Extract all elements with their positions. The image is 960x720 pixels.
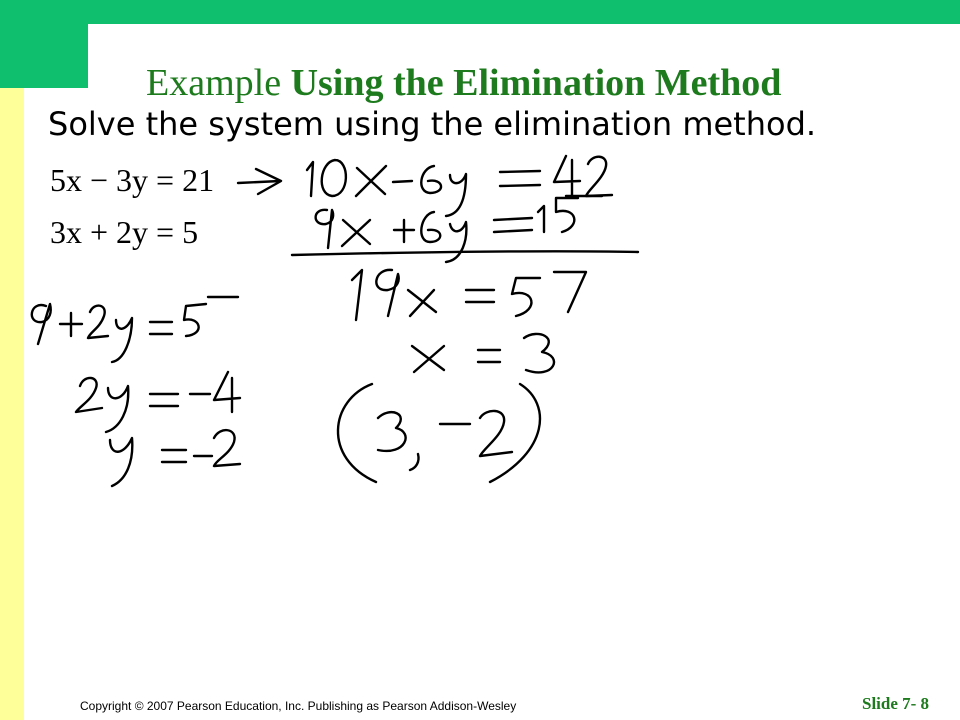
handwritten-line-9-2y-5: [32, 297, 238, 362]
handwritten-line-y-neg2: [110, 430, 240, 486]
handwritten-line-2y-neg4: [76, 372, 240, 432]
handwritten-arrow: [238, 169, 281, 194]
handwritten-sum-line: [292, 251, 638, 255]
slide-number: Slide 7- 8: [862, 694, 930, 713]
handwritten-line-10x-6y-42: [307, 156, 612, 216]
title-emphasis: Using the Elimination Method: [290, 62, 782, 104]
copyright-notice: Copyright © 2007 Pearson Education, Inc. Publishing as Pearson Addison-Wesley: [80, 699, 517, 713]
title-prefix: Example: [146, 62, 282, 104]
handwritten-answer-point: [338, 384, 540, 482]
problem-prompt: Solve the system using the elimination method.: [48, 105, 817, 143]
handwritten-line-19x-57: [352, 270, 586, 320]
equation-1: 5x − 3y = 21: [50, 162, 215, 198]
equation-2: 3x + 2y = 5: [50, 214, 199, 250]
handwritten-line-x-3: [412, 334, 554, 372]
